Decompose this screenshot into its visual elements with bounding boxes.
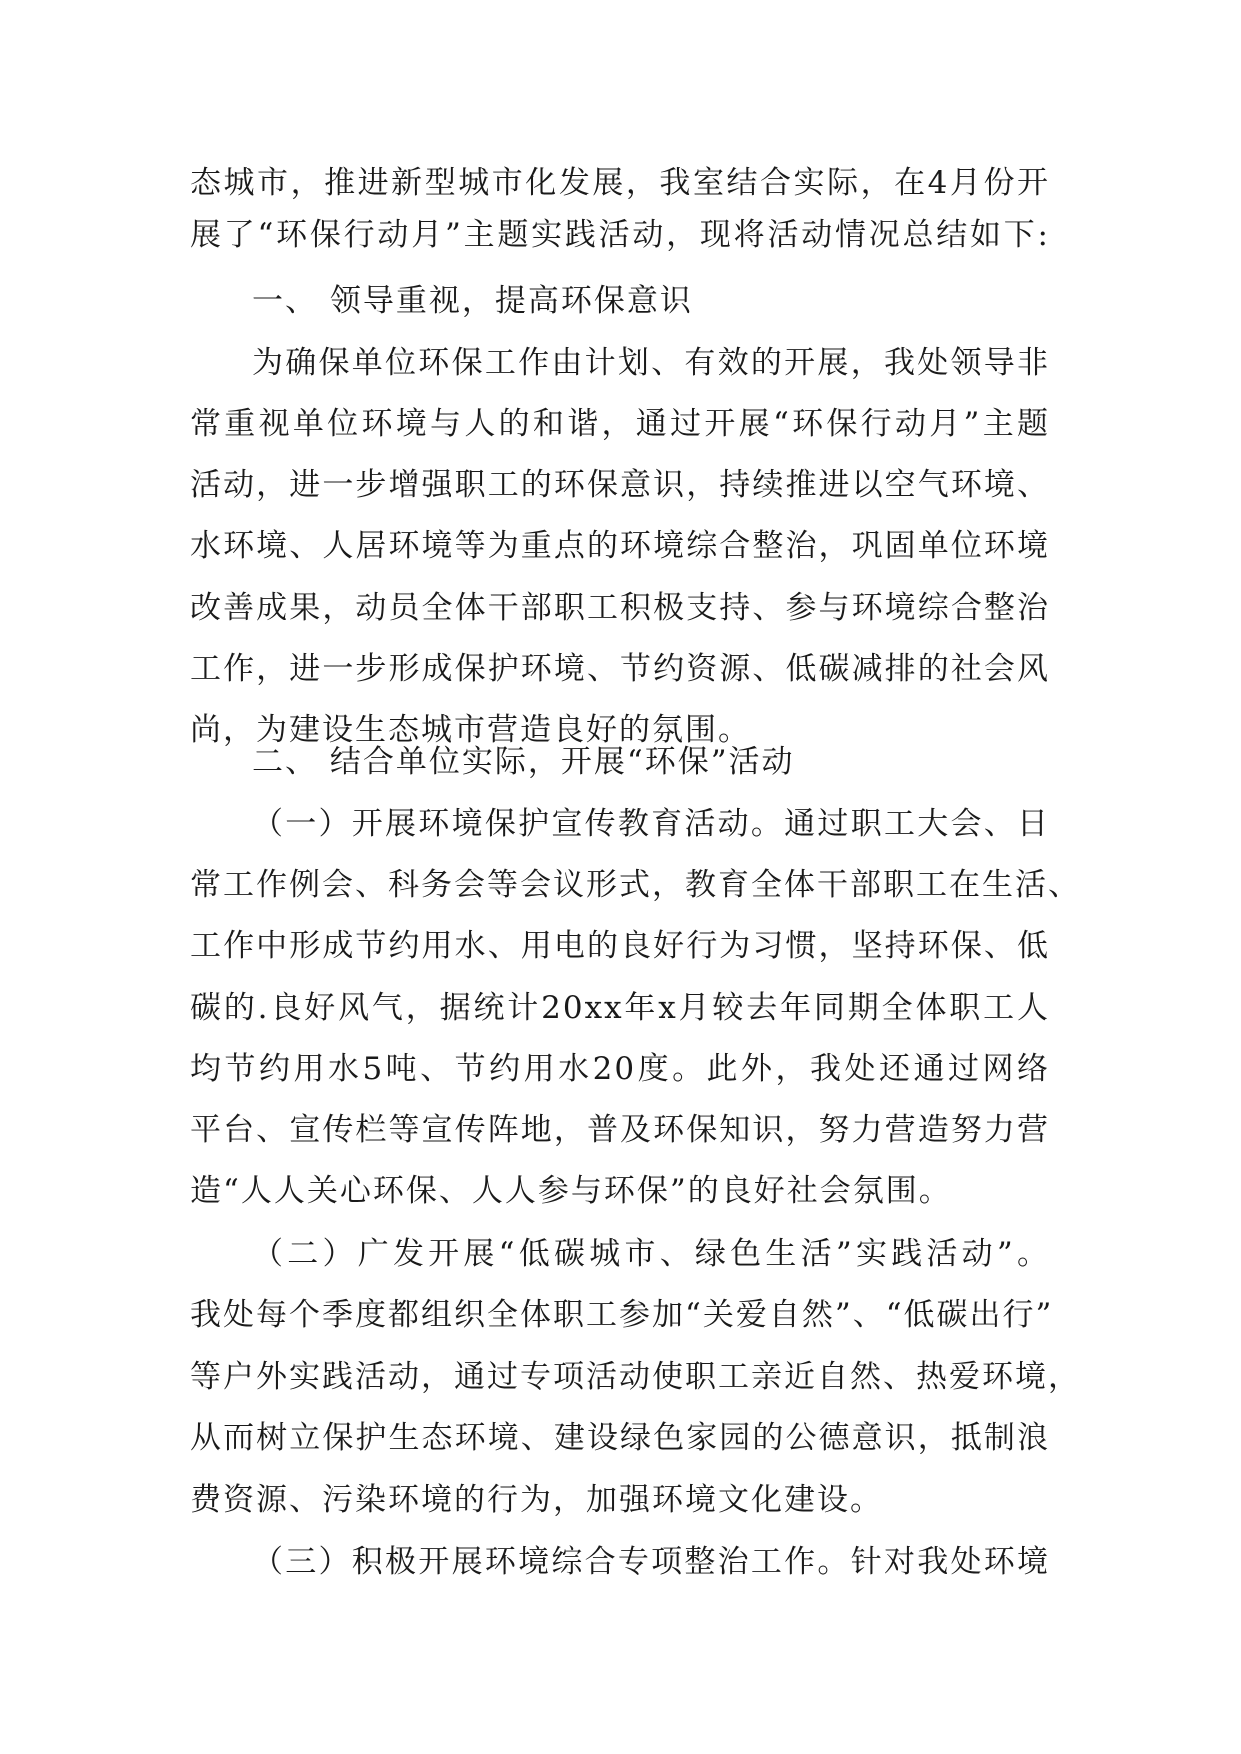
paragraph-line: 常工作例会、科务会等会议形式，教育全体干部职工在生活、 bbox=[190, 867, 1081, 903]
paragraph-line: 等户外实践活动，通过专项活动使职工亲近自然、热爱环境， bbox=[190, 1359, 1081, 1395]
paragraph-line: 碳的.良好风气，据统计20xx年x月较去年同期全体职工人 bbox=[190, 990, 1050, 1026]
paragraph-line: 工作中形成节约用水、用电的良好行为习惯，坚持环保、低 bbox=[190, 928, 1050, 964]
paragraph-line: 均节约用水5吨、节约用水20度。此外，我处还通过网络 bbox=[190, 1051, 1050, 1087]
paragraph-line: （二）广发开展“低碳城市、绿色生活”实践活动”。 bbox=[252, 1236, 1050, 1272]
paragraph-line: （三）积极开展环境综合专项整治工作。针对我处环境 bbox=[252, 1544, 1050, 1580]
paragraph-line: 常重视单位环境与人的和谐，通过开展“环保行动月”主题 bbox=[190, 406, 1050, 442]
paragraph-line: 为确保单位环保工作由计划、有效的开展，我处领导非 bbox=[252, 345, 1050, 381]
section-heading: 二、 结合单位实际，开展“环保”活动 bbox=[252, 744, 795, 780]
paragraph-line: 尚，为建设生态城市营造良好的氛围。 bbox=[190, 712, 751, 748]
paragraph-line: 改善成果，动员全体干部职工积极支持、参与环境综合整治 bbox=[190, 590, 1050, 626]
paragraph-line: 水环境、人居环境等为重点的环境综合整治，巩固单位环境 bbox=[190, 528, 1050, 564]
paragraph-line: 展了“环保行动月”主题实践活动，现将活动情况总结如下: bbox=[190, 217, 1050, 253]
paragraph-line: 活动，进一步增强职工的环保意识，持续推进以空气环境、 bbox=[190, 467, 1050, 503]
section-heading: 一、 领导重视，提高环保意识 bbox=[252, 283, 693, 319]
paragraph-line: 我处每个季度都组织全体职工参加“关爱自然”、“低碳出行” bbox=[190, 1297, 1054, 1333]
paragraph-line: 平台、宣传栏等宣传阵地，普及环保知识，努力营造努力营 bbox=[190, 1112, 1050, 1148]
paragraph-line: 态城市，推进新型城市化发展，我室结合实际，在4月份开 bbox=[190, 165, 1050, 201]
paragraph-line: 费资源、污染环境的行为，加强环境文化建设。 bbox=[190, 1482, 883, 1518]
paragraph-line: （一）开展环境保护宣传教育活动。通过职工大会、日 bbox=[252, 806, 1050, 842]
paragraph-line: 从而树立保护生态环境、建设绿色家园的公德意识，抵制浪 bbox=[190, 1420, 1050, 1456]
paragraph-line: 工作，进一步形成保护环境、节约资源、低碳减排的社会风 bbox=[190, 651, 1050, 687]
paragraph-line: 造“人人关心环保、人人参与环保”的良好社会氛围。 bbox=[190, 1173, 952, 1209]
